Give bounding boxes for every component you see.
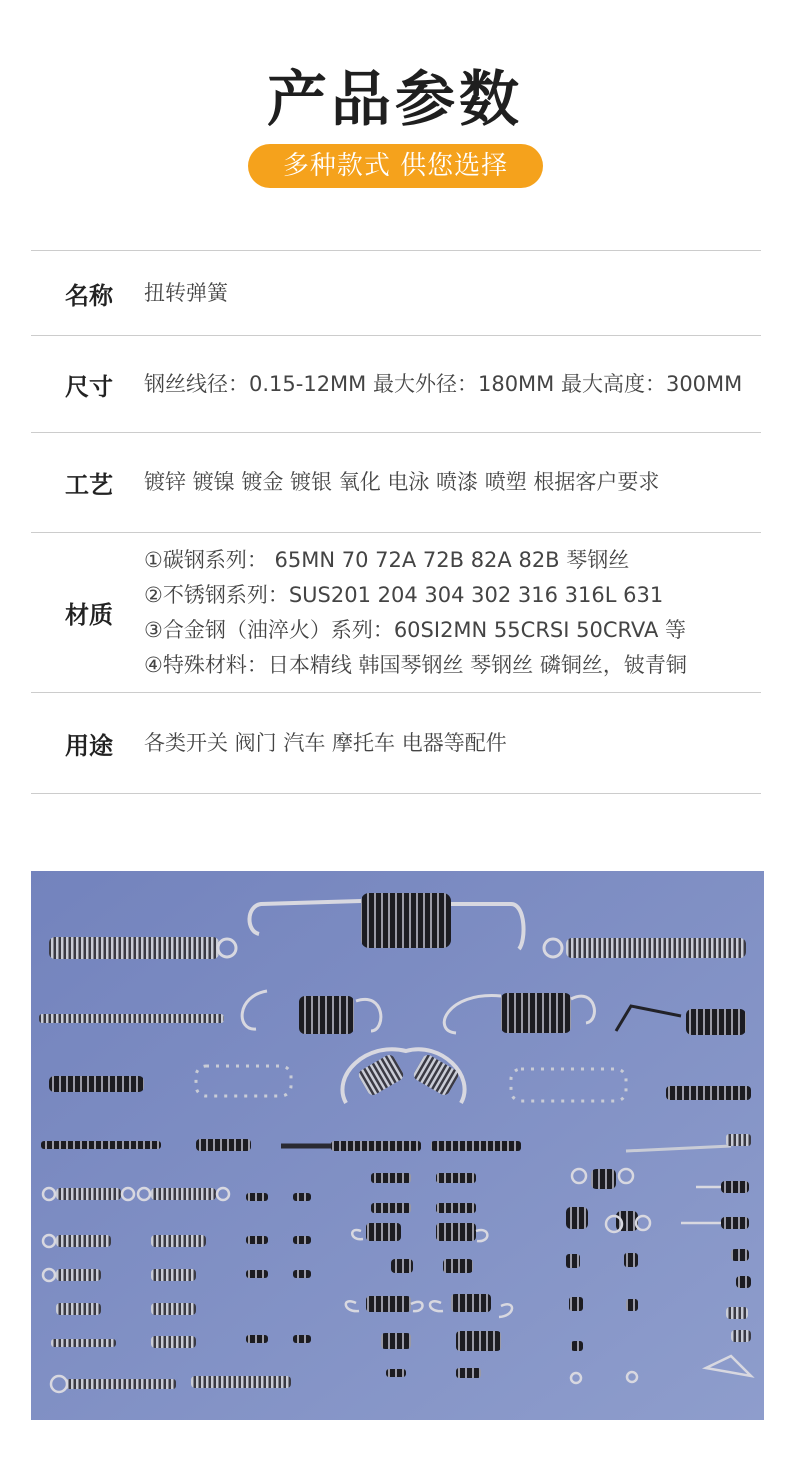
param-value-line: 扭转弹簧 — [144, 280, 228, 305]
param-label: 工艺 — [65, 471, 113, 499]
param-label: 用途 — [65, 731, 113, 760]
page-title: 产品参数 — [267, 65, 523, 135]
param-table — [31, 250, 761, 794]
param-value — [144, 276, 228, 311]
spring-mark — [361, 893, 451, 948]
param-value — [144, 726, 507, 761]
param-row-material — [31, 532, 761, 692]
param-value — [144, 543, 687, 683]
param-value-line: 钢丝线径：0.15-12MM 最大外径：180MM 最大高度：300MM — [144, 371, 743, 396]
subtitle-badge: 多种款式 供您选择 — [248, 144, 543, 188]
param-row-usage — [31, 692, 761, 794]
param-value-line: 镀锌 镀镍 镀金 镀银 氧化 电泳 喷漆 喷塑 根据客户要求 — [144, 470, 660, 494]
param-value-line: 各类开关 阀门 汽车 摩托车 电器等配件 — [144, 730, 507, 755]
param-value-line: ①碳钢系列： 65MN 70 72A 72B 82A 82B 琴钢丝 — [144, 547, 630, 572]
param-value-line: ②不锈钢系列：SUS201 204 304 302 316 316L 631 — [144, 582, 664, 607]
param-row-process — [31, 432, 761, 532]
param-value — [144, 367, 742, 402]
param-label: 尺寸 — [65, 372, 113, 401]
param-value — [144, 465, 659, 500]
param-row-size — [31, 335, 761, 432]
param-value-line: ③合金钢（油淬火）系列：60SI2MN 55CRSI 50CRVA 等 — [144, 617, 686, 642]
param-value-line: ④特殊材料：日本精线 韩国琴钢丝 琴钢丝 磷铜丝，铍青铜 — [144, 652, 687, 677]
param-row-name — [31, 250, 761, 335]
product-photo — [31, 871, 764, 1420]
springs-illustration — [31, 871, 764, 1420]
param-label: 名称 — [65, 281, 113, 310]
param-label: 材质 — [65, 601, 113, 629]
